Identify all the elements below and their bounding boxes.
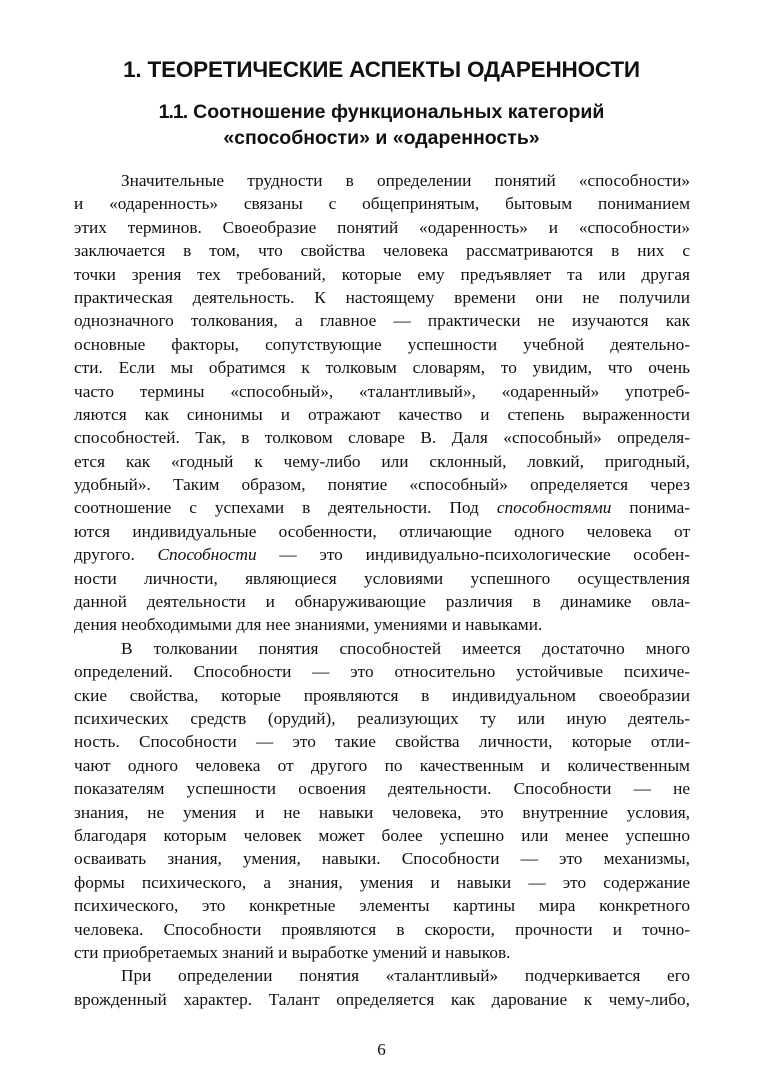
- text-line: основные факторы, сопутствующие успешности учебной деятельно-: [74, 334, 690, 354]
- page-number: 6: [377, 1040, 386, 1059]
- text-line: определений. Способности — это относительно устойчивые психиче-: [74, 662, 690, 682]
- text-line: заключается в том, что свойства человека рассматриваются в них с: [74, 241, 690, 261]
- text-line: ются индивидуальные особенности, отличающие одного человека от: [74, 521, 690, 541]
- text-line: психических средств (орудий), реализующих ту или иную деятель-: [74, 708, 690, 728]
- text-line: врожденный характер. Талант определяется как дарование к чему-либо,: [74, 989, 690, 1009]
- text-line: человека. Способности проявляются в скорости, прочности и точно-: [74, 919, 690, 939]
- chapter-heading: [0, 56, 763, 84]
- chapter-number: 1.: [123, 57, 142, 82]
- text-line: этих терминов. Своеобразие понятий «одаренность» и «способности»: [74, 217, 690, 237]
- text-line: ляются как синонимы и отражают качество и степень выраженности: [74, 404, 690, 424]
- text-line: чают одного человека от другого по качественным и количественным: [74, 755, 690, 775]
- italic-term: Способности: [157, 545, 257, 565]
- text-line: осваивать знания, умения, навыки. Способности — это механизмы,: [74, 849, 690, 869]
- paragraph: [74, 964, 690, 1011]
- paragraph: [74, 169, 690, 637]
- body-text: [74, 169, 690, 1011]
- text-line: Значительные трудности в определении понятий «способности»: [121, 171, 690, 190]
- section-title-line-2: «способности» и «одаренность»: [223, 127, 540, 149]
- text-line: удобный». Таким образом, понятие «способный» определяется через: [74, 475, 690, 495]
- text-line: точки зрения тех требований, которые ему предъявляет та или другая: [74, 264, 690, 284]
- section-number: 1.1.: [158, 101, 188, 123]
- text-line: ские свойства, которые проявляются в индивидуальном своеобразии: [74, 685, 690, 705]
- text-line: В толковании понятия способностей имеется достаточно много: [121, 638, 690, 658]
- text-line: показателям успешности освоения деятельности. Способности — не: [74, 779, 690, 799]
- text-line: данной деятельности и обнаруживающие различия в динамике овла-: [74, 592, 690, 612]
- text-line: сти. Если мы обратимся к толковым словарям, то увидим, что очень: [74, 358, 690, 378]
- text-line: знания, не умения и не навыки человека, это внутренние условия,: [74, 802, 690, 822]
- section-heading: [0, 99, 763, 151]
- text-line: ности личности, являющиеся условиями успешного осуществления: [74, 568, 690, 588]
- text-line-with-term: [74, 543, 690, 566]
- italic-term: способностями: [496, 498, 612, 518]
- text-fragment: — это индивидуально-психологические особен-: [279, 545, 690, 565]
- text-fragment: соотношение с успехами в деятельности. Под: [74, 498, 479, 518]
- text-line: ется как «годный к чему-либо или склонный, ловкий, пригодный,: [74, 451, 690, 471]
- text-line: однозначного толкования, а главное — практически не изучаются как: [74, 311, 690, 331]
- paragraph: [74, 637, 690, 964]
- text-line: формы психического, а знания, умения и навыки — это содержание: [74, 872, 690, 892]
- text-fragment: понима-: [629, 498, 691, 518]
- text-line: сти приобретаемых знаний и выработке умений и навыков.: [74, 942, 511, 962]
- text-line: благодаря которым человек может более успешно или менее успешно: [74, 825, 690, 845]
- text-line-with-term: [74, 496, 690, 519]
- text-line: дения необходимыми для нее знаниями, умениями и навыками.: [74, 615, 543, 635]
- section-title-line-1: Соотношение функциональных категорий: [193, 101, 605, 123]
- text-fragment: другого.: [74, 545, 135, 565]
- chapter-title: ТЕОРЕТИЧЕСКИЕ АСПЕКТЫ ОДАРЕННОСТИ: [147, 57, 640, 82]
- text-line: ность. Способности — это такие свойства личности, которые отли-: [74, 732, 690, 752]
- text-line: При определении понятия «талантливый» подчеркивается его: [121, 966, 690, 986]
- text-line: и «одаренность» связаны с общепринятым, бытовым пониманием: [74, 194, 690, 214]
- text-line: психического, это конкретные элементы картины мира конкретного: [74, 896, 690, 916]
- text-line: часто термины «способный», «талантливый», «одаренный» употреб-: [74, 381, 690, 401]
- text-line: практическая деятельность. К настоящему времени они не получили: [74, 287, 690, 307]
- section-heading-line-1: [0, 99, 763, 125]
- text-line: способностей. Так, в толковом словаре В. Даля «способный» определя-: [74, 428, 690, 448]
